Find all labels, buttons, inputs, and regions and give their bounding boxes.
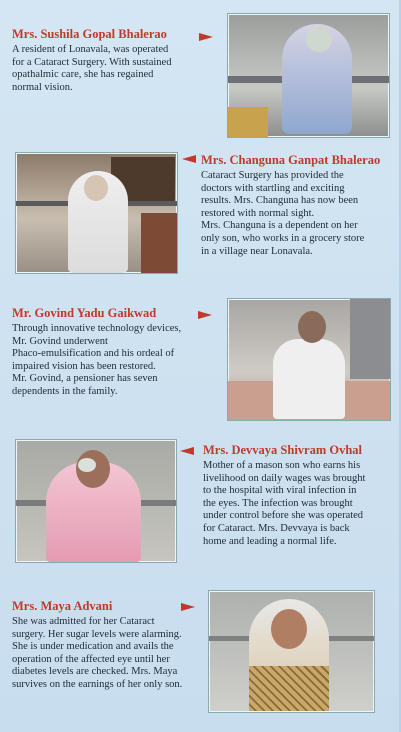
entry-name: Mrs. Maya Advani xyxy=(12,599,113,613)
entry-name: Mrs. Changuna Ganpat Bhalerao xyxy=(201,153,381,167)
entry-line: under control before she was operated xyxy=(203,510,364,522)
entry-line: in a village near Lonavala. xyxy=(201,245,313,257)
entry-name: Mr. Govind Yadu Gaikwad xyxy=(12,306,157,320)
pointer-arrow-icon xyxy=(199,33,213,41)
entry-line: Phaco-emulsification and his ordeal of xyxy=(12,348,175,360)
entry-line: She is under medication and avails the xyxy=(12,641,174,653)
entry-line: Mr. Govind underwent xyxy=(12,335,108,347)
entry-line: Mother of a mason son who earns his xyxy=(203,460,361,471)
entry-line: Mrs. Changuna is a dependent on her xyxy=(201,220,358,232)
entry-line: dependents in the family. xyxy=(12,385,118,397)
entry-line: diabetes levels are checked. Mrs. Maya xyxy=(12,666,178,678)
entry-changuna xyxy=(201,153,396,258)
patient-photo xyxy=(15,152,178,274)
entry-line: results. Mrs. Changuna has now been xyxy=(201,195,359,207)
patient-photo xyxy=(227,298,391,421)
pointer-arrow-icon xyxy=(198,311,212,319)
entry-line: only son, who works in a grocery store xyxy=(201,232,365,244)
entry-line: for a Cataract Surgery. With sustained xyxy=(12,56,172,68)
entry-line: impaired vision has been restored. xyxy=(12,360,156,372)
entry-line: A resident of Lonavala, was operated xyxy=(12,44,169,55)
entry-sushila xyxy=(12,27,202,94)
entry-devvaya xyxy=(203,443,396,548)
entry-maya xyxy=(12,599,212,692)
entry-line: normal vision. xyxy=(12,81,73,93)
entry-line: opathalmic care, she has regained xyxy=(12,69,154,81)
pointer-arrow-icon xyxy=(180,447,194,455)
entry-line: She was admitted for her Cataract xyxy=(12,616,155,627)
patient-photo xyxy=(208,590,375,713)
entry-line: restored with normal sight. xyxy=(201,207,315,219)
entry-line: operation of the affected eye until her xyxy=(12,653,170,665)
entry-line: Mr. Govind, a pensioner has seven xyxy=(12,373,158,385)
entry-name: Mrs. Sushila Gopal Bhalerao xyxy=(12,27,167,41)
entry-line: survives on the earnings of her only son. xyxy=(12,678,183,690)
patient-photo xyxy=(15,439,177,563)
pointer-arrow-icon xyxy=(181,603,195,611)
entry-line: for Cataract. Mrs. Devvaya is back xyxy=(203,522,350,534)
entry-line: Cataract Surgery has provided the xyxy=(201,170,344,181)
entry-line: the eyes. The infection was brought xyxy=(203,497,353,509)
entry-name: Mrs. Devvaya Shivram Ovhal xyxy=(203,443,363,457)
entry-govind xyxy=(12,306,212,399)
entry-line: livelihood on daily wages was brought xyxy=(203,472,366,484)
entry-line: surgery. Her sugar levels were alarming. xyxy=(12,628,182,640)
entry-line: to the hospital with viral infection in xyxy=(203,485,357,497)
entry-line: doctors with startling and exciting xyxy=(201,182,345,194)
entry-line: home and leading a normal life. xyxy=(203,535,337,547)
pointer-arrow-icon xyxy=(182,155,196,163)
patient-photo xyxy=(227,13,390,138)
entry-line: Through innovative technology devices, xyxy=(12,323,182,334)
